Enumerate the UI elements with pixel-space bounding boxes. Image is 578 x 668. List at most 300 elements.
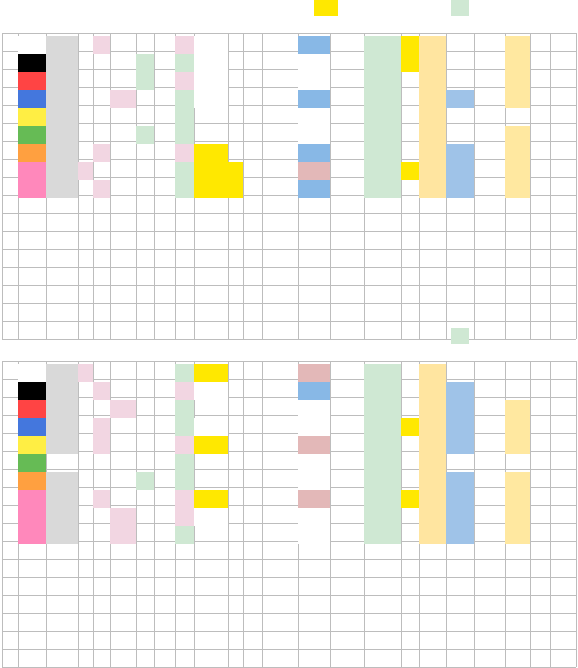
row-12-arrow xyxy=(154,234,175,252)
row-9-fight xyxy=(550,508,576,526)
row-7-arrow xyxy=(154,144,175,162)
row-7-b xyxy=(93,144,110,162)
row-6-d xyxy=(136,454,154,472)
row-1-front xyxy=(243,36,262,54)
row-8-front xyxy=(243,490,262,508)
row-3-dist xyxy=(419,72,446,90)
row-15-runstyle xyxy=(175,616,194,634)
row-9-dist xyxy=(419,180,446,198)
row-3-p-pct xyxy=(505,72,530,90)
row-14-ability xyxy=(46,270,78,288)
row-1-arrow xyxy=(154,36,175,54)
row-7-fight xyxy=(550,472,576,490)
col-header-p-count xyxy=(530,344,550,361)
row-3-p-count xyxy=(530,72,550,90)
row-15-jockey xyxy=(330,616,364,634)
row-8-b xyxy=(93,490,110,508)
row-10-jren xyxy=(262,526,298,544)
row-1-c xyxy=(110,364,136,382)
row-4-arrow xyxy=(154,418,175,436)
row-4-cur-jockey xyxy=(364,90,401,108)
row-7-a xyxy=(78,144,93,162)
row-6-p-pct xyxy=(505,454,530,472)
row-7-jockey xyxy=(330,472,364,490)
row-11-jockey xyxy=(330,544,364,562)
col-header-arrow xyxy=(154,16,175,33)
row-1-jren xyxy=(262,364,298,382)
row-16-c xyxy=(110,306,136,324)
row-4-p-count xyxy=(530,418,550,436)
row-7-cur-jockey xyxy=(364,472,401,490)
row-14-cur-jockey xyxy=(364,598,401,616)
row-6-umaban xyxy=(2,126,18,144)
row-9-front xyxy=(243,180,262,198)
row-8-k-count xyxy=(474,490,505,508)
row-7-jren xyxy=(262,472,298,490)
row-12-p-count xyxy=(530,562,550,580)
row-3-a xyxy=(78,400,93,418)
row-7-p-count xyxy=(530,472,550,490)
row-2-waku xyxy=(18,382,46,400)
row-1-dist xyxy=(419,364,446,382)
row-12-finish xyxy=(401,234,419,252)
row-2-cur-jockey xyxy=(364,54,401,72)
row-6-a xyxy=(78,454,93,472)
row-4-front xyxy=(243,90,262,108)
row-15-p-pct xyxy=(505,616,530,634)
row-4-jren xyxy=(262,90,298,108)
row-5-front xyxy=(243,108,262,126)
top-index-0 xyxy=(282,328,306,344)
row-4-p-count xyxy=(530,90,550,108)
row-4-umaban xyxy=(2,418,18,436)
row-10-finish xyxy=(401,198,419,216)
row-11-waku xyxy=(18,544,46,562)
row-11-b xyxy=(93,216,110,234)
row-15-waku xyxy=(18,288,46,306)
row-5-p-pct xyxy=(505,108,530,126)
row-8-arrow xyxy=(154,162,175,180)
row-10-d xyxy=(136,198,154,216)
row-2-fight xyxy=(550,382,576,400)
row-15-umaban xyxy=(2,616,18,634)
row-5-p-count xyxy=(530,108,550,126)
row-7-k-count xyxy=(474,144,505,162)
row-10-mark xyxy=(194,526,228,544)
col-header-c xyxy=(110,344,136,361)
row-9-jren xyxy=(262,508,298,526)
row-10-fight xyxy=(550,526,576,544)
row-11-finish xyxy=(401,544,419,562)
row-2-jockey xyxy=(330,54,364,72)
row-2-p-pct xyxy=(505,382,530,400)
row-11-c xyxy=(110,216,136,234)
row-7-p-count xyxy=(530,144,550,162)
row-14-arrow xyxy=(154,598,175,616)
row-9-jockey xyxy=(330,508,364,526)
row-10-b xyxy=(93,526,110,544)
row-9-a xyxy=(78,180,93,198)
row-3-cur-jockey xyxy=(364,400,401,418)
row-15-cur-jockey xyxy=(364,616,401,634)
row-1-ability xyxy=(46,36,78,54)
row-5-d xyxy=(136,436,154,454)
col-header-ability xyxy=(46,344,78,361)
row-10-ta xyxy=(298,526,330,544)
row-15-umaban xyxy=(2,288,18,306)
row-1-c xyxy=(110,36,136,54)
row-14-umaban xyxy=(2,270,18,288)
row-8-ta xyxy=(298,490,330,508)
row-15-waku xyxy=(18,616,46,634)
row-12-jren xyxy=(262,234,298,252)
row-11-finish xyxy=(401,216,419,234)
row-1-jockey xyxy=(330,364,364,382)
grid-hline xyxy=(2,361,576,362)
row-3-d xyxy=(136,72,154,90)
row-7-runstyle xyxy=(175,144,194,162)
row-8-dist xyxy=(419,162,446,180)
row-2-k-count xyxy=(474,54,505,72)
row-1-fight xyxy=(550,364,576,382)
row-5-ta xyxy=(298,108,330,126)
row-5-mark xyxy=(194,108,228,126)
row-6-k-pct xyxy=(446,454,474,472)
row-7-c xyxy=(110,144,136,162)
row-14-k-count xyxy=(474,598,505,616)
row-2-dash xyxy=(228,382,243,400)
row-16-umaban xyxy=(2,306,18,324)
row-2-jren xyxy=(262,382,298,400)
row-3-fight xyxy=(550,400,576,418)
row-5-k-pct xyxy=(446,436,474,454)
race-sheet-6r xyxy=(0,328,578,656)
row-14-p-pct xyxy=(505,270,530,288)
row-12-dist xyxy=(419,562,446,580)
row-1-cur-jockey xyxy=(364,364,401,382)
row-9-b xyxy=(93,508,110,526)
row-12-front xyxy=(243,234,262,252)
row-4-a xyxy=(78,90,93,108)
row-4-c xyxy=(110,418,136,436)
row-2-b xyxy=(93,54,110,72)
col-header-mark xyxy=(194,16,228,33)
row-4-a xyxy=(78,418,93,436)
row-1-d xyxy=(136,36,154,54)
row-7-mark xyxy=(194,472,228,490)
row-6-fight xyxy=(550,454,576,472)
row-8-jren xyxy=(262,162,298,180)
row-6-jren xyxy=(262,454,298,472)
row-14-finish xyxy=(401,270,419,288)
row-1-p-pct xyxy=(505,36,530,54)
row-4-k-count xyxy=(474,90,505,108)
row-11-dash xyxy=(228,544,243,562)
top-marker xyxy=(451,328,469,344)
col-header-jockey xyxy=(330,344,364,361)
row-1-runstyle xyxy=(175,36,194,54)
row-14-p-pct xyxy=(505,598,530,616)
row-13-umaban xyxy=(2,252,18,270)
col-header-front xyxy=(243,344,262,361)
row-8-finish xyxy=(401,162,419,180)
row-13-k-pct xyxy=(446,580,474,598)
row-9-k-count xyxy=(474,508,505,526)
row-13-k-count xyxy=(474,580,505,598)
row-9-jren xyxy=(262,180,298,198)
row-10-waku xyxy=(18,526,46,544)
row-5-a xyxy=(78,108,93,126)
row-15-runstyle xyxy=(175,288,194,306)
row-15-p-pct xyxy=(505,288,530,306)
row-12-k-count xyxy=(474,234,505,252)
row-12-dash xyxy=(228,234,243,252)
row-8-dist xyxy=(419,490,446,508)
row-11-k-count xyxy=(474,544,505,562)
row-11-dist xyxy=(419,216,446,234)
row-12-ta xyxy=(298,234,330,252)
row-9-a xyxy=(78,508,93,526)
col-header-c xyxy=(110,16,136,33)
row-2-fight xyxy=(550,54,576,72)
row-15-arrow xyxy=(154,288,175,306)
row-11-fight xyxy=(550,216,576,234)
row-6-p-count xyxy=(530,454,550,472)
row-10-k-count xyxy=(474,198,505,216)
row-7-waku xyxy=(18,472,46,490)
row-6-jren xyxy=(262,126,298,144)
row-3-p-pct xyxy=(505,400,530,418)
row-12-waku xyxy=(18,234,46,252)
row-15-p-count xyxy=(530,288,550,306)
row-14-runstyle xyxy=(175,598,194,616)
row-10-dash xyxy=(228,526,243,544)
row-10-fight xyxy=(550,198,576,216)
col-header-a xyxy=(78,344,93,361)
row-15-dash xyxy=(228,616,243,634)
row-12-mark xyxy=(194,234,228,252)
row-15-arrow xyxy=(154,616,175,634)
row-2-k-count xyxy=(474,382,505,400)
top-index-2 xyxy=(350,328,374,344)
row-7-b xyxy=(93,472,110,490)
row-13-mark xyxy=(194,252,228,270)
row-2-p-count xyxy=(530,382,550,400)
row-3-runstyle xyxy=(175,400,194,418)
row-11-p-pct xyxy=(505,216,530,234)
row-14-c xyxy=(110,270,136,288)
row-15-jren xyxy=(262,288,298,306)
row-15-d xyxy=(136,288,154,306)
row-7-ta xyxy=(298,144,330,162)
row-14-fight xyxy=(550,598,576,616)
row-11-fight xyxy=(550,544,576,562)
row-3-dash xyxy=(228,400,243,418)
row-5-waku xyxy=(18,436,46,454)
row-10-jockey xyxy=(330,198,364,216)
row-2-c xyxy=(110,54,136,72)
row-4-ability xyxy=(46,418,78,436)
row-5-b xyxy=(93,436,110,454)
row-5-d xyxy=(136,108,154,126)
row-13-arrow xyxy=(154,580,175,598)
col-header-b xyxy=(93,16,110,33)
row-10-dist xyxy=(419,198,446,216)
row-11-waku xyxy=(18,216,46,234)
row-10-ability xyxy=(46,526,78,544)
row-12-fight xyxy=(550,234,576,252)
row-10-runstyle xyxy=(175,198,194,216)
col-header-mark xyxy=(194,344,228,361)
col-header-front xyxy=(243,16,262,33)
row-9-p-count xyxy=(530,180,550,198)
row-1-waku xyxy=(18,36,46,54)
row-5-c xyxy=(110,108,136,126)
row-13-waku xyxy=(18,580,46,598)
row-1-dist xyxy=(419,36,446,54)
row-6-b xyxy=(93,454,110,472)
row-3-arrow xyxy=(154,72,175,90)
row-3-jockey xyxy=(330,400,364,418)
row-13-dash xyxy=(228,580,243,598)
row-1-finish xyxy=(401,36,419,54)
row-3-front xyxy=(243,72,262,90)
row-5-k-pct xyxy=(446,108,474,126)
row-2-dist xyxy=(419,382,446,400)
row-15-mark xyxy=(194,288,228,306)
row-15-a xyxy=(78,616,93,634)
row-9-mark xyxy=(194,180,228,198)
row-8-mark xyxy=(194,162,228,180)
row-16-ability xyxy=(46,634,78,652)
row-11-umaban xyxy=(2,216,18,234)
row-2-a xyxy=(78,382,93,400)
row-16-p-count xyxy=(530,634,550,652)
row-16-finish xyxy=(401,634,419,652)
row-14-dist xyxy=(419,270,446,288)
row-7-umaban xyxy=(2,144,18,162)
row-3-umaban xyxy=(2,72,18,90)
row-14-k-pct xyxy=(446,598,474,616)
row-1-umaban xyxy=(2,36,18,54)
top-index-2 xyxy=(350,0,374,16)
col-header-finish xyxy=(401,16,419,33)
row-6-dist xyxy=(419,454,446,472)
row-1-front xyxy=(243,364,262,382)
row-12-cur-jockey xyxy=(364,234,401,252)
row-5-ability xyxy=(46,436,78,454)
row-1-b xyxy=(93,364,110,382)
row-16-a xyxy=(78,634,93,652)
row-8-dash xyxy=(228,490,243,508)
col-header-d xyxy=(136,344,154,361)
row-12-arrow xyxy=(154,562,175,580)
row-13-ability xyxy=(46,252,78,270)
row-5-jren xyxy=(262,108,298,126)
row-5-umaban xyxy=(2,108,18,126)
row-14-dash xyxy=(228,270,243,288)
row-2-k-pct xyxy=(446,54,474,72)
row-9-cur-jockey xyxy=(364,180,401,198)
row-13-front xyxy=(243,252,262,270)
row-5-umaban xyxy=(2,436,18,454)
row-14-umaban xyxy=(2,598,18,616)
row-9-finish xyxy=(401,508,419,526)
row-4-ability xyxy=(46,90,78,108)
row-6-cur-jockey xyxy=(364,454,401,472)
row-3-b xyxy=(93,400,110,418)
row-14-mark xyxy=(194,598,228,616)
row-12-cur-jockey xyxy=(364,562,401,580)
row-2-umaban xyxy=(2,382,18,400)
row-4-dash xyxy=(228,418,243,436)
row-13-runstyle xyxy=(175,252,194,270)
row-3-jockey xyxy=(330,72,364,90)
row-16-jockey xyxy=(330,634,364,652)
row-16-jockey xyxy=(330,306,364,324)
row-11-k-pct xyxy=(446,544,474,562)
row-8-waku xyxy=(18,162,46,180)
row-5-jren xyxy=(262,436,298,454)
row-15-jren xyxy=(262,616,298,634)
row-14-k-count xyxy=(474,270,505,288)
grid-vline xyxy=(576,361,577,667)
row-9-runstyle xyxy=(175,180,194,198)
row-1-jockey xyxy=(330,36,364,54)
row-3-fight xyxy=(550,72,576,90)
row-11-p-count xyxy=(530,544,550,562)
col-header-p-pct xyxy=(505,344,530,361)
row-3-cur-jockey xyxy=(364,72,401,90)
row-16-ability xyxy=(46,306,78,324)
row-8-b xyxy=(93,162,110,180)
row-6-finish xyxy=(401,126,419,144)
row-10-front xyxy=(243,526,262,544)
row-16-runstyle xyxy=(175,634,194,652)
row-11-c xyxy=(110,544,136,562)
col-header-p-count xyxy=(530,16,550,33)
row-2-arrow xyxy=(154,382,175,400)
row-12-ta xyxy=(298,562,330,580)
row-10-p-pct xyxy=(505,198,530,216)
row-2-d xyxy=(136,382,154,400)
row-4-ta xyxy=(298,418,330,436)
row-14-jockey xyxy=(330,270,364,288)
row-3-p-count xyxy=(530,400,550,418)
row-12-umaban xyxy=(2,234,18,252)
row-13-fight xyxy=(550,580,576,598)
row-5-fight xyxy=(550,108,576,126)
row-3-finish xyxy=(401,72,419,90)
row-1-k-count xyxy=(474,364,505,382)
row-12-b xyxy=(93,562,110,580)
row-6-front xyxy=(243,454,262,472)
row-8-front xyxy=(243,162,262,180)
row-9-front xyxy=(243,508,262,526)
row-4-finish xyxy=(401,418,419,436)
row-9-p-pct xyxy=(505,180,530,198)
row-1-k-count xyxy=(474,36,505,54)
row-7-runstyle xyxy=(175,472,194,490)
row-6-c xyxy=(110,126,136,144)
row-4-waku xyxy=(18,90,46,108)
row-13-p-pct xyxy=(505,252,530,270)
row-5-c xyxy=(110,436,136,454)
row-8-cur-jockey xyxy=(364,162,401,180)
row-10-jockey xyxy=(330,526,364,544)
row-6-k-count xyxy=(474,126,505,144)
row-16-p-pct xyxy=(505,306,530,324)
